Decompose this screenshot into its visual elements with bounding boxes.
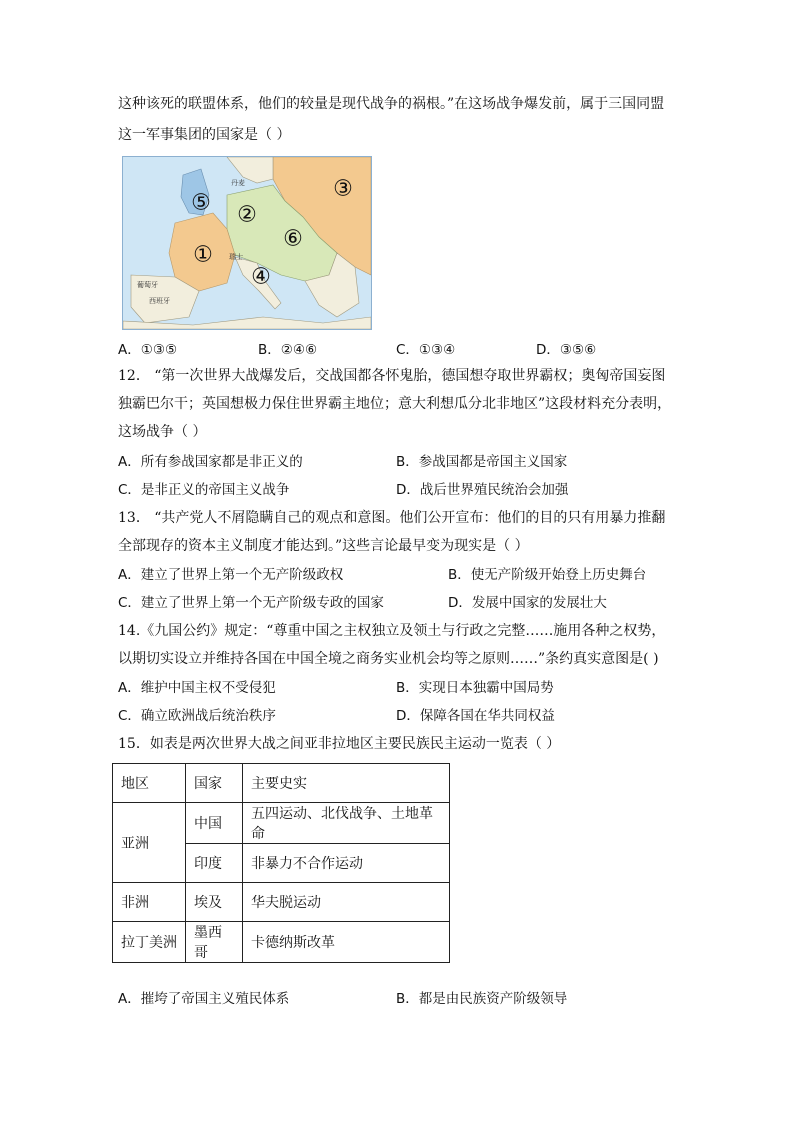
cell-mexico: 墨西哥 — [186, 922, 243, 963]
q13-option-b[interactable]: B．使无产阶级开始登上历史舞台 — [448, 567, 647, 583]
map-label-denmark: 丹麦 — [231, 179, 245, 187]
cell-asia: 亚洲 — [113, 803, 186, 883]
q11-text-line1: 这种该死的联盟体系，他们的较量是现代战争的祸根。”在这场战争爆发前，属于三国同盟 — [118, 96, 665, 112]
cell-china-events: 五四运动、北伐战争、土地革命 — [243, 803, 450, 844]
q12-option-a[interactable]: A．所有参战国家都是非正义的 — [118, 454, 303, 470]
q12-option-c[interactable]: C．是非正义的帝国主义战争 — [118, 482, 290, 498]
q12-option-b[interactable]: B．参战国都是帝国主义国家 — [396, 454, 568, 470]
q15-text-line1: 15．如表是两次世界大战之间亚非拉地区主要民族民主运动一览表（ ） — [118, 736, 561, 752]
q12-text-line1: 12． “第一次世界大战爆发后，交战国都各怀鬼胎，德国想夺取世界霸权；奥匈帝国妄图 — [118, 368, 666, 384]
q14-option-b[interactable]: B．实现日本独霸中国局势 — [396, 680, 554, 696]
q12-text-line3: 这场战争（ ） — [118, 424, 207, 440]
q13-text-line2: 全部现存的资本主义制度才能达到。”这些言论最早变为现实是（ ） — [118, 538, 529, 554]
q12-text-line2: 独霸巴尔干；英国想极力保住世界霸主地位；意大利想瓜分北非地区”这段材料充分表明， — [118, 396, 672, 412]
q11-option-d[interactable]: D．③⑤⑥ — [536, 342, 597, 358]
cell-egypt-events: 华夫脱运动 — [243, 883, 450, 922]
q12-option-d[interactable]: D．战后世界殖民统治会加强 — [396, 482, 569, 498]
q11-option-b[interactable]: B．②④⑥ — [258, 342, 318, 358]
q11-option-c[interactable]: C．①③④ — [396, 342, 456, 358]
cell-mexico-events: 卡德纳斯改革 — [243, 922, 450, 963]
cell-china: 中国 — [186, 803, 243, 844]
q14-option-d[interactable]: D．保障各国在华共同权益 — [396, 708, 555, 724]
q11-text-line2: 这一军事集团的国家是（ ） — [118, 127, 291, 143]
q14-text-line2: 以期切实设立并维持各国在中国全境之商务实业机会均等之原则……”条约真实意图是( ) — [118, 651, 659, 667]
table-row — [113, 883, 450, 922]
cell-india: 印度 — [186, 844, 243, 883]
header-region: 地区 — [113, 764, 186, 803]
map-marker-1: ① — [193, 242, 213, 268]
q14-option-c[interactable]: C．确立欧洲战后统治秩序 — [118, 708, 276, 724]
map-marker-5: ⑤ — [191, 190, 211, 216]
q13-text-line1: 13． “共产党人不屑隐瞒自己的观点和意图。他们公开宣布：他们的目的只有用暴力推翻 — [118, 510, 666, 526]
q13-option-c[interactable]: C．建立了世界上第一个无产阶级专政的国家 — [118, 595, 384, 611]
cell-latam: 拉丁美洲 — [113, 922, 186, 963]
table-row — [113, 922, 450, 963]
europe-map — [122, 156, 372, 330]
header-events: 主要史实 — [243, 764, 450, 803]
q13-option-a[interactable]: A．建立了世界上第一个无产阶级政权 — [118, 567, 344, 583]
q13-option-d[interactable]: D．发展中国家的发展壮大 — [448, 595, 607, 611]
map-label-spain: 西班牙 — [149, 297, 170, 305]
q15-option-b[interactable]: B．都是由民族资产阶级领导 — [396, 991, 568, 1007]
header-country: 国家 — [186, 764, 243, 803]
movements-table — [112, 763, 450, 963]
q14-text-line1: 14.《九国公约》规定：“尊重中国之主权独立及领土与行政之完整……施用各种之权势， — [118, 623, 666, 639]
europe-map-svg — [123, 157, 371, 329]
q11-option-a[interactable]: A．①③⑤ — [118, 342, 178, 358]
q14-option-a[interactable]: A．维护中国主权不受侵犯 — [118, 680, 276, 696]
map-marker-2: ② — [237, 202, 257, 228]
cell-india-events: 非暴力不合作运动 — [243, 844, 450, 883]
map-marker-3: ③ — [333, 176, 353, 202]
map-label-portugal: 葡萄牙 — [137, 281, 158, 289]
map-label-switzerland: 瑞士 — [229, 253, 243, 261]
q15-option-a[interactable]: A．摧垮了帝国主义殖民体系 — [118, 991, 290, 1007]
table-row — [113, 764, 450, 803]
cell-egypt: 埃及 — [186, 883, 243, 922]
map-marker-4: ④ — [251, 264, 271, 290]
map-marker-6: ⑥ — [283, 226, 303, 252]
table-row — [113, 803, 450, 844]
cell-africa: 非洲 — [113, 883, 186, 922]
